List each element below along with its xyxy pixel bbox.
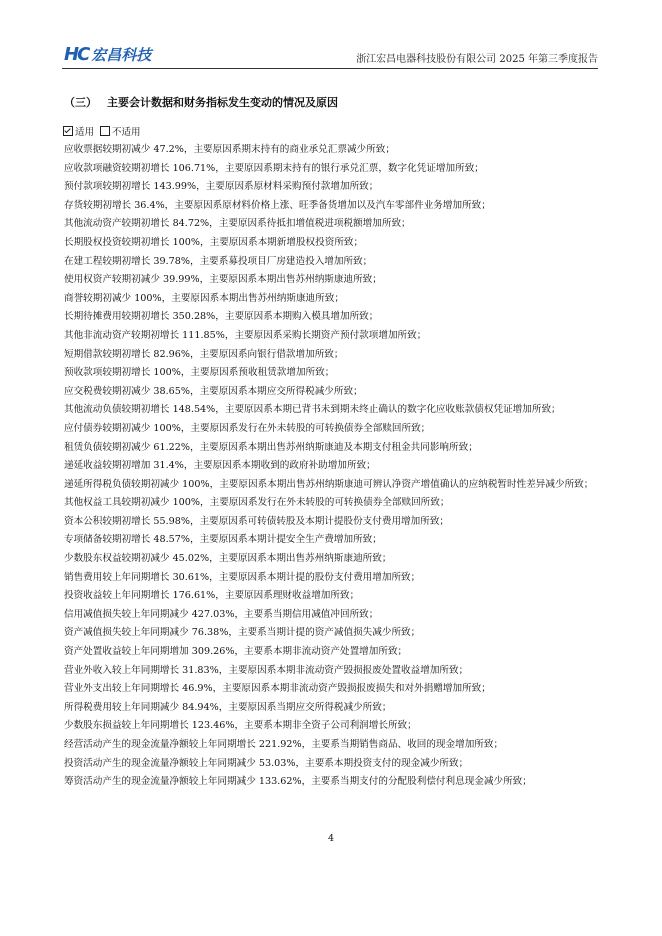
option-applicable [63,124,94,138]
explanation-item: 应交税费较期初减少 38.65%，主要原因系本期应交所得税减少所致； [64,385,363,397]
explanation-item: 资本公积较期初增长 55.98%，主要原因系可转债转股及本期计提股份支付费用增加所致； [64,515,450,527]
explanation-item: 少数股东权益较期初减少 45.02%，主要原因系本期出售苏州纳斯康迪所致； [64,553,392,565]
explanation-item: 应付债券较期初减少 100%，主要原因系发行在外未转股的可转换债券全部赎回所致； [64,422,431,434]
explanation-item: 长期待摊费用较期初增长 350.28%，主要原因系本期购入模具增加所致； [64,311,379,323]
section-number: （三） [64,96,97,109]
explanation-item: 存货较期初增长 36.4%，主要原因系原材料价格上涨、旺季备货增加以及汽车零部件业务增加所致； [64,199,491,211]
section-title: 主要会计数据和财务指标发生变动的情况及原因 [107,96,338,109]
page-number: 4 [327,833,335,844]
company-logo [64,44,151,66]
explanation-item: 其他权益工具较期初减少 100%，主要原因系发行在外未转股的可转换债券全部赎回所致； [64,497,450,509]
explanation-item: 递延所得税负债较期初减少 100%，主要原因系本期出售苏州纳斯康迪可辨认净资产增值确认的应纳税暂时性差异减少所致； [64,478,594,490]
explanation-item: 少数股东损益较上年同期增长 123.46%，主要系本期非全资子公司利润增长所致； [64,720,417,732]
option-not-applicable-label: 不适用 [112,127,141,138]
explanation-item: 营业外收入较上年同期增长 31.83%，主要原因系本期非流动资产毁损报废处置收益增加所致； [64,664,469,676]
empty-box-icon [100,126,110,136]
explanation-item: 租赁负债较期初减少 61.22%，主要原因系本期出售苏州纳斯康迪及本期支付租金共同影响所致； [64,441,478,453]
explanation-item: 其他流动资产较期初增长 84.72%，主要原因系待抵扣增值税进项税额增加所致； [64,218,411,230]
explanation-item: 预付款项较期初增长 143.99%，主要原因系原材料采购预付款增加所致； [64,181,379,193]
applicability-options [63,124,147,138]
change-explanations [64,141,598,792]
explanation-item: 筹资活动产生的现金流量净额较上年同期减少 133.62%，主要系当期支付的分配股利偿付利息现金减少所致； [64,776,532,788]
explanation-item: 资产减值损失较上年同期减少 76.38%，主要系当期计提的资产减值损失减少所致； [64,627,421,639]
explanation-item: 投资收益较上年同期增长 176.61%，主要原因系理财收益增加所致； [64,590,360,602]
explanation-item: 其他非流动资产较期初增长 111.85%，主要原因系采购长期资产预付款项增加所致； [64,329,427,341]
section-heading [64,94,338,110]
logo-text: 宏昌科技 [91,46,152,64]
explanation-item: 应收款项融资较期初增长 106.71%，主要原因系期末持有的银行承兑汇票，数字化凭证增加所致； [64,162,484,174]
logo-mark: HC [64,44,89,65]
checked-box-icon [63,126,73,136]
explanation-item: 信用减值损失较上年同期减少 427.03%，主要系当期信用减值冲回所致； [64,608,379,620]
explanation-item: 专项储备较期初增长 48.57%，主要原因系本期计提安全生产费增加所致； [64,534,382,546]
option-applicable-label: 适用 [75,127,95,138]
explanation-item: 营业外支出较上年同期增长 46.9%，主要原因系本期非流动资产毁损报废损失和对外捐赠增加所致； [64,683,491,695]
explanation-item: 销售费用较上年同期增长 30.61%，主要原因系本期计提的股份支付费用增加所致； [64,571,421,583]
option-not-applicable [100,124,141,138]
explanation-item: 使用权资产较期初减少 39.99%，主要原因系本期出售苏州纳斯康迪所致； [64,274,382,286]
explanation-item: 长期股权投资较期初增长 100%，主要原因系本期新增股权投资所致； [64,236,364,248]
explanation-item: 在建工程较期初增长 39.78%，主要系募投项目厂房建造投入增加所致； [64,255,373,267]
explanation-item: 投资活动产生的现金流量净额较上年同期减少 53.03%，主要系本期投资支付的现金减少所致； [64,757,469,769]
explanation-item: 资产处置收益较上年同期增加 309.26%，主要系本期非流动资产处置增加所致； [64,646,408,658]
explanation-item: 其他流动负债较期初增长 148.54%，主要原因系本期已背书未到期未终止确认的数字化应收账款债权凭证增加所致； [64,404,561,416]
report-title: 浙江宏昌电器科技股份有限公司 2025 年第三季度报告 [356,54,598,65]
explanation-item: 预收款项较期初增长 100%，主要原因系预收租赁款增加所致； [64,367,335,379]
explanation-item: 递延收益较期初增加 31.4%，主要原因系本期收到的政府补助增加所致； [64,460,376,472]
explanation-item: 所得税费用较上年同期减少 84.94%，主要原因系当期应交所得税减少所致； [64,701,392,713]
explanation-item: 经营活动产生的现金流量净额较上年同期增长 221.92%，主要系当期销售商品、收回的现金增加所致； [64,739,504,750]
explanation-item: 短期借款较期初增长 82.96%，主要原因系向银行借款增加所致； [64,348,344,360]
explanation-item: 商誉较期初减少 100%，主要原因系本期出售苏州纳斯康迪所致； [64,292,344,304]
explanation-item: 应收票据较期初减少 47.2%，主要原因系期末持有的商业承兑汇票减少所致； [64,144,395,155]
page-header [62,44,598,69]
